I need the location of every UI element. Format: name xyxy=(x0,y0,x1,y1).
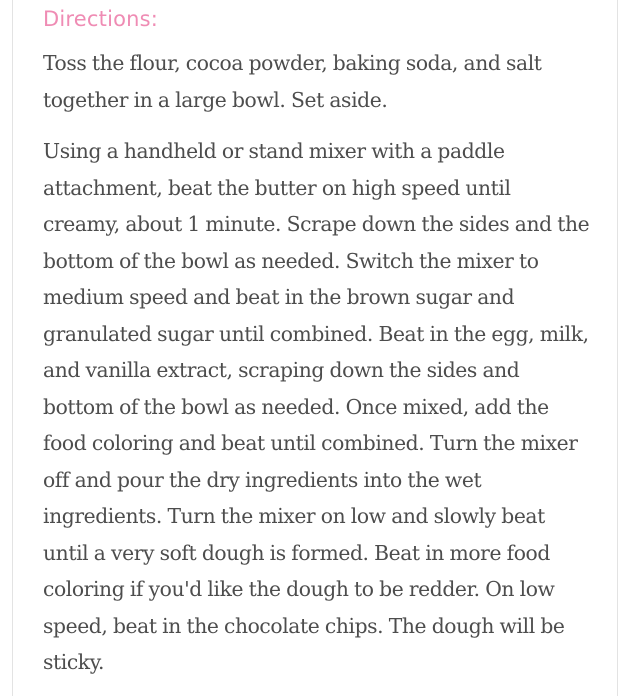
text-line: bottom of the bowl as needed. Once mixed, add the xyxy=(43,394,549,419)
text-line: Toss the flour, cocoa powder, baking soda, and salt xyxy=(43,51,542,75)
direction-step-1 xyxy=(43,45,603,118)
text-line: sticky. xyxy=(43,650,105,674)
text-line: granulated sugar until combined. Beat in the egg, milk, xyxy=(43,321,589,346)
text-line: attachment, beat the butter on high speed until xyxy=(43,175,511,200)
direction-step-2 xyxy=(43,133,603,681)
text-line: and vanilla extract, scraping down the sides and xyxy=(43,358,520,382)
text-line: Using a handheld or stand mixer with a paddle xyxy=(43,139,505,163)
text-line: ingredients. Turn the mixer on low and slowly beat xyxy=(43,504,545,528)
text-line: until a very soft dough is formed. Beat in more food xyxy=(43,540,550,565)
text-line: food coloring and beat until combined. Turn the mixer xyxy=(43,431,578,455)
text-line: creamy, about 1 minute. Scrape down the sides and the xyxy=(43,212,590,236)
text-line: bottom of the bowl as needed. Switch the mixer to xyxy=(43,248,539,273)
text-line: off and pour the dry ingredients into the wet xyxy=(43,467,482,492)
text-line: together in a large bowl. Set aside. xyxy=(43,87,388,112)
text-line: medium speed and beat in the brown sugar and xyxy=(43,285,515,309)
directions-heading: Directions: xyxy=(43,7,159,31)
text-line: coloring if you'd like the dough to be redder. On low xyxy=(43,577,555,601)
text-line: speed, beat in the chocolate chips. The dough will be xyxy=(43,613,565,638)
